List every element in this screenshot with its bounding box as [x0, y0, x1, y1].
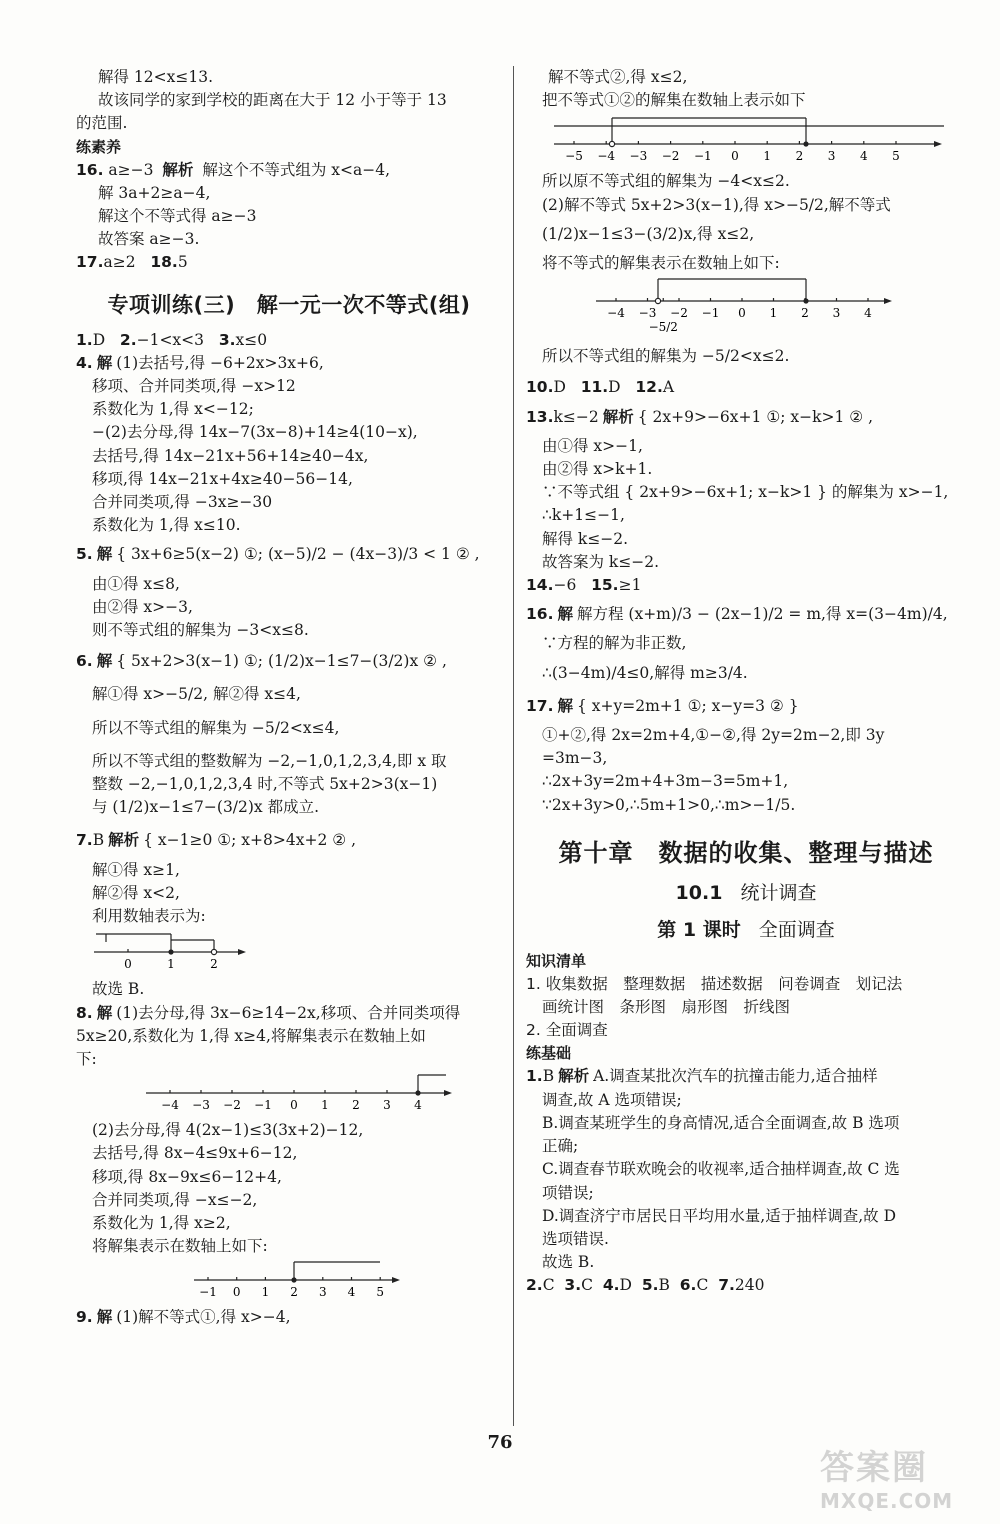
questions-1-3 [76, 329, 502, 352]
tick-label: 2 [210, 957, 218, 972]
text: 解方程 (x+m)/3 − (2x−1)/2 = m,得 x=(3−4m)/4, [576, 605, 948, 624]
tick-label: 3 [832, 306, 841, 321]
tick-label: 4 [864, 306, 872, 321]
inequality-system: { 2x+9>−6x+1 ①; x−k>1 ② , [637, 407, 874, 426]
answer: −6 [553, 576, 577, 595]
question-number: 17. [76, 253, 104, 272]
tick-label: −5 [565, 149, 583, 164]
text-line: 所以不等式组的整数解为 −2,−1,0,1,2,3,4,即 x 取 [92, 751, 447, 770]
text-line: 系数化为 1,得 x≥2, [92, 1213, 231, 1232]
tick-label: 2 [352, 1098, 360, 1113]
question-number: 8. [76, 1003, 93, 1022]
text-line: 故答案为 k≤−2. [542, 552, 660, 571]
tick-label: 2 [795, 149, 804, 164]
text-line: ∴2x+3y=2m+4+3m−3=5m+1, [542, 772, 789, 791]
tick-label: −4 [607, 306, 625, 321]
tick-label: 1 [261, 1285, 270, 1300]
text-line: 移项,得 8x−9x≤6−12+4, [92, 1167, 282, 1186]
tick-label: 5 [376, 1285, 385, 1300]
text: (1)解不等式①,得 x>−4, [116, 1308, 291, 1327]
text-line: ∴k+1≤−1, [542, 506, 625, 525]
section-label-lsy: 练素养 [76, 137, 122, 156]
question-number: 16. [76, 160, 104, 179]
tick-label: −2 [661, 149, 680, 164]
watermark-logo [820, 1440, 985, 1518]
question-number: 17. [526, 696, 554, 715]
tick-label: −4 [597, 149, 616, 164]
tick-label: −4 [161, 1098, 179, 1113]
question-number: 9. [76, 1308, 93, 1327]
section-label-zsqd: 知识清单 [526, 951, 587, 970]
text-line: 解②得 x<2, [92, 883, 180, 902]
answer: D [619, 1276, 632, 1295]
text-line: (2)去分母,得 4(2x−1)≤3(3x+2)−12, [92, 1121, 364, 1140]
question-number: 15. [591, 576, 619, 595]
text-line: 移项、合并同类项,得 −x>12 [92, 377, 296, 396]
text-line: 解得 k≤−2. [542, 529, 629, 548]
text-line: (1/2)x−1≤3−(3/2)x,得 x≤2, [542, 224, 755, 243]
tick-label: −2 [223, 1098, 241, 1113]
analysis-tag: 解析 [108, 831, 140, 850]
questions-14-15 [526, 574, 966, 597]
inequality-system: { 5x+2>3(x−1) ①; (1/2)x−1≤7−(3/2)x ② , [116, 652, 447, 671]
lesson-name: 全面调查 [758, 918, 835, 941]
watermark-url: MXQE.COM [820, 1489, 954, 1513]
text-line: 解这个不等式得 a≥−3 [98, 207, 257, 226]
tick-label: 0 [232, 1285, 241, 1300]
answer: ≥1 [618, 576, 642, 595]
text-line: 解①得 x>−5/2, 解②得 x≤4, [92, 685, 301, 704]
tick-label: 1 [763, 149, 772, 164]
text-line: 选项错误. [542, 1229, 609, 1248]
answer: D [553, 378, 566, 397]
solution-tag: 解 [96, 1308, 113, 1327]
tick-label: 3 [318, 1285, 327, 1300]
question-1 [526, 1065, 966, 1088]
tick-label: 4 [347, 1285, 356, 1300]
section-name: 统计调查 [740, 881, 817, 904]
tick-label: −3 [629, 149, 648, 164]
left-column [76, 66, 502, 1330]
text-line: 则不等式组的解集为 −3<x≤8. [92, 621, 309, 640]
solution-tag: 解 [557, 696, 573, 715]
text-line: −(2)去分母,得 14x−7(3x−8)+14≥4(10−x), [92, 423, 418, 442]
text-line: C.调查春节联欢晚会的收视率,适合抽样调查,故 C 选 [542, 1160, 900, 1179]
question-number: 4. [602, 1276, 620, 1295]
number-line-q8-1 [76, 1073, 502, 1113]
tick-label: 1 [167, 957, 175, 972]
question-number: 2. [119, 330, 137, 349]
text-line: 故该同学的家到学校的距离在大于 12 小于等于 13 [98, 91, 447, 110]
tick-label: 3 [383, 1098, 391, 1113]
text-line: 整数 −2,−1,0,1,2,3,4 时,不等式 5x+2>3(x−1) [92, 775, 438, 794]
number-line-r1 [526, 114, 966, 164]
question-8 [76, 1002, 502, 1025]
number-line-r2 [526, 277, 966, 339]
text-line: 故选 B. [92, 980, 145, 999]
analysis-tag: 解析 [558, 1067, 590, 1086]
question-number: 3. [564, 1276, 582, 1295]
text-line: 由②得 x>−3, [92, 597, 193, 616]
answer: C [581, 1276, 593, 1295]
solution-tag: 解 [96, 545, 113, 564]
text-line: 将解集表示在数轴上如下: [92, 1237, 268, 1256]
question-7 [76, 829, 502, 852]
question-17 [526, 695, 966, 718]
solution-tag: 解 [557, 605, 573, 624]
tick-label: 3 [827, 149, 836, 164]
questions-2-7 [526, 1274, 966, 1297]
equation-system: { x+y=2m+1 ①; x−y=3 ② } [576, 696, 799, 715]
tick-label: 5 [892, 149, 900, 164]
text-line: 移项,得 14x−21x+4x≥40−56−14, [92, 469, 353, 488]
tick-label: −1 [693, 149, 712, 164]
question-number: 18. [150, 253, 178, 272]
question-number: 6. [76, 652, 93, 671]
text-line: 故选 B. [542, 1253, 595, 1272]
inequality-system: { 3x+6≥5(x−2) ①; (x−5)/2 − (4x−3)/3 < 1 ② , [116, 545, 480, 564]
text-line: 项错误; [542, 1183, 594, 1202]
text-line: 故答案 a≥−3. [98, 230, 200, 249]
text-line: 解得 12<x≤13. [98, 68, 214, 86]
text-line: 的范围. [76, 114, 128, 133]
text-line: 所以不等式组的解集为 −5/2<x≤2. [542, 347, 790, 366]
text-line: 利用数轴表示为: [92, 907, 206, 926]
question-5 [76, 543, 502, 566]
answer: a≥2 [103, 253, 136, 272]
text-line: ∵2x+3y>0,∴5m+1>0,∴m>−1/5. [542, 795, 796, 814]
tick-label: 0 [738, 306, 746, 321]
solution-tag: 解 [96, 353, 113, 372]
text-line: 由①得 x≤8, [92, 574, 180, 593]
question-16 [526, 603, 966, 626]
question-6 [76, 650, 502, 673]
text-line: ∴(3−4m)/4≤0,解得 m≥3/4. [542, 663, 748, 682]
text-line: 解 3a+2≥a−4, [98, 183, 211, 202]
text-line: (2)解不等式 5x+2>3(x−1),得 x>−5/2,解不等式 [542, 195, 891, 214]
answer: C [542, 1276, 555, 1295]
text-line: 由①得 x>−1, [542, 436, 643, 455]
question-number: 3. [218, 330, 236, 349]
solution-tag: 解 [96, 652, 113, 671]
question-number: 16. [526, 605, 554, 624]
answer: D [608, 378, 621, 397]
lesson-number: 第 1 课时 [657, 918, 741, 941]
question-number: 14. [526, 576, 554, 595]
tick-label: 0 [290, 1098, 298, 1113]
text-line: 将不等式的解集表示在数轴上如下: [542, 254, 780, 273]
special-training-title: 专项训练(三) 解一元一次不等式(组) [107, 292, 471, 317]
answer: C [696, 1276, 709, 1295]
answer: A [662, 378, 675, 397]
watermark-text: 答案圈 [820, 1448, 928, 1488]
answer: −1<x<3 [136, 330, 205, 349]
tick-label: −2 [670, 306, 688, 321]
tick-label: 2 [290, 1285, 298, 1300]
analysis-tag: 解析 [162, 160, 194, 179]
lesson-title [526, 915, 966, 942]
question-number: 12. [635, 378, 663, 397]
tick-label: −1 [199, 1285, 217, 1300]
question-4 [76, 352, 502, 375]
answer: B [542, 1067, 555, 1086]
text: 解这个不等式组为 x<a−4, [202, 160, 391, 179]
question-number: 10. [526, 378, 554, 397]
tick-label: −1 [254, 1098, 272, 1113]
column-divider [513, 66, 514, 1426]
tick-label: 1 [321, 1098, 329, 1113]
question-17-18 [76, 251, 502, 274]
text: A.调查某批次汽车的抗撞击能力,适合抽样 [593, 1067, 878, 1086]
text-line: 去括号,得 8x−4≤9x+6−12, [92, 1144, 298, 1163]
text: (1)去括号,得 −6+2x>3x+6, [116, 353, 324, 372]
text-line: 合并同类项,得 −x≤−2, [92, 1190, 258, 1209]
text-line: 5x≥20,系数化为 1,得 x≥4,将解集表示在数轴上如 [76, 1026, 426, 1045]
chapter-title: 第十章 数据的收集、整理与描述 [558, 838, 934, 867]
tick-label: −3 [192, 1098, 210, 1113]
text-line: 把不等式①②的解集在数轴上表示如下 [542, 91, 806, 110]
questions-10-12 [526, 376, 966, 399]
question-number: 7. [76, 831, 93, 850]
question-number: 11. [580, 378, 609, 397]
text-line: 去括号,得 14x−21x+56+14≥40−4x, [92, 446, 369, 465]
question-number: 5. [76, 545, 93, 564]
question-16 [76, 159, 502, 182]
text-line: 2. 全面调查 [526, 1021, 608, 1040]
answer: B [92, 831, 105, 850]
text-line: 正确; [542, 1137, 579, 1156]
right-column [526, 66, 966, 1298]
text-line: 所以不等式组的解集为 −5/2<x≤4, [92, 718, 340, 737]
answer: k≤−2 [553, 407, 599, 426]
text-line: 1. 收集数据 整理数据 描述数据 问卷调查 划记法 [526, 974, 903, 993]
question-number: 13. [526, 407, 554, 426]
question-number: 1. [76, 330, 93, 349]
text-line: ∵方程的解为非正数, [542, 634, 687, 653]
answer: D [92, 330, 106, 349]
number-line-q7 [76, 930, 502, 972]
text-line: 下: [76, 1049, 97, 1068]
text: (1)去分母,得 3x−6≥14−2x,移项、合并同类项得 [116, 1003, 461, 1022]
tick-label: 0 [124, 957, 132, 972]
answer: x≤0 [235, 330, 268, 349]
question-number: 5. [641, 1276, 659, 1295]
answer: a≥−3 [108, 160, 154, 179]
analysis-tag: 解析 [602, 407, 634, 426]
tick-label: 1 [769, 306, 778, 321]
tick-label: 4 [414, 1098, 422, 1113]
section-label-ljc: 练基础 [526, 1044, 572, 1063]
text-line: 与 (1/2)x−1≤7−(3/2)x 都成立. [92, 798, 320, 817]
section-title [526, 878, 966, 905]
section-number: 10.1 [675, 881, 723, 904]
text-line: 画统计图 条形图 扇形图 折线图 [542, 998, 791, 1017]
text-line: 解不等式②,得 x≤2, [548, 68, 688, 86]
text-line: B.调查某班学生的身高情况,适合全面调查,故 B 选项 [542, 1113, 900, 1132]
question-13 [526, 406, 966, 429]
inequality-system: { x−1≥0 ①; x+8>4x+2 ② , [143, 831, 356, 850]
number-line-q8-2 [76, 1260, 502, 1300]
answer: 5 [177, 253, 188, 272]
text-line: 系数化为 1,得 x≤10. [92, 516, 241, 535]
question-number: 6. [679, 1276, 697, 1295]
tick-label: −5/2 [648, 320, 678, 335]
text-line: =3m−3, [542, 749, 608, 768]
tick-label: 2 [801, 306, 809, 321]
tick-label: −3 [638, 306, 657, 321]
question-number: 4. [76, 353, 93, 372]
text-line: 合并同类项,得 −3x≥−30 [92, 493, 273, 512]
text-line: D.调查济宁市居民日平均用水量,适于抽样调查,故 D [542, 1206, 897, 1225]
text-line: ∵不等式组 { 2x+9>−6x+1; x−k>1 } 的解集为 x>−1, [542, 483, 949, 502]
question-9 [76, 1306, 502, 1329]
question-number: 1. [526, 1067, 543, 1086]
question-number: 2. [526, 1276, 543, 1295]
answer: 240 [734, 1276, 765, 1295]
question-number: 7. [718, 1276, 735, 1295]
text-line: ①+②,得 2x=2m+4,①−②,得 2y=2m−2,即 3y [542, 726, 885, 745]
tick-label: 4 [859, 149, 868, 164]
text-line: 由②得 x>k+1. [542, 460, 653, 479]
text-line: 解①得 x≥1, [92, 860, 180, 879]
text-line: 系数化为 1,得 x<−12; [92, 400, 254, 419]
solution-tag: 解 [96, 1003, 113, 1022]
tick-label: 0 [731, 149, 739, 164]
text-line: 调查,故 A 选项错误; [542, 1090, 682, 1109]
text-line: 所以原不等式组的解集为 −4<x≤2. [542, 172, 790, 191]
answer: B [658, 1276, 670, 1295]
page-number: 76 [487, 1432, 513, 1453]
tick-label: −1 [701, 306, 720, 321]
